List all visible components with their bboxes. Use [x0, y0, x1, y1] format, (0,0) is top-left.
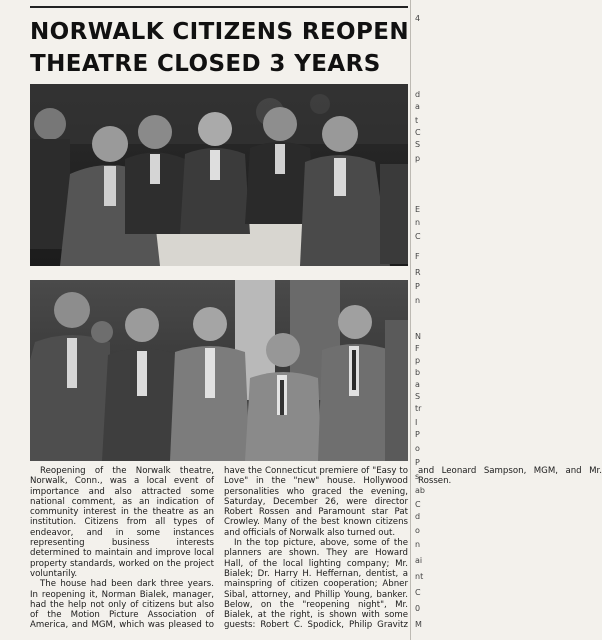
edge-char: C: [415, 232, 421, 241]
edge-char: b: [415, 368, 421, 377]
photo-top-image: [30, 84, 408, 266]
edge-char: M: [415, 620, 422, 629]
edge-char: s: [415, 472, 420, 481]
edge-char: I: [415, 418, 418, 427]
article-paragraph-1: Reopening of the Norwalk theatre, Norwalk, Conn., was a local event of importance and also attracted some national comment, as an indication of community interest in the theatre as an institution. Citizens from all types of endeavor, and in some instances representing business interests determined to maintain and improve local property standards, worked on the project voluntarily.: [30, 466, 214, 579]
edge-char: t: [415, 116, 419, 125]
edge-char: C: [415, 128, 421, 137]
edge-char: n: [415, 540, 421, 549]
edge-char: R: [415, 268, 421, 277]
edge-char: p: [415, 356, 421, 365]
edge-char: a: [415, 102, 420, 111]
edge-char: p: [415, 154, 421, 163]
photo-reopening-night-guests: [30, 280, 408, 461]
edge-char: tr: [415, 404, 422, 413]
edge-char: a: [415, 380, 420, 389]
edge-char: E: [415, 205, 421, 214]
adjacent-column-fragment: [414, 0, 424, 640]
column-divider: [410, 0, 411, 640]
edge-char: N: [415, 332, 421, 341]
edge-char: o: [415, 526, 420, 535]
top-rule: [30, 6, 408, 8]
edge-char: d: [415, 512, 421, 521]
edge-char: S: [415, 140, 421, 149]
edge-char: 4: [415, 14, 421, 23]
edge-char: d: [415, 90, 421, 99]
edge-char: C: [415, 588, 421, 597]
photo-planners-at-table: [30, 84, 408, 266]
edge-char: S: [415, 392, 421, 401]
photo-bottom-image: [30, 280, 408, 461]
edge-char: 0: [415, 604, 421, 613]
article-paragraph-2: The house had been dark three years. In reopening it, Norman Bialek, manager, had the help not only of citizens but also of the Motion Picture Association of America, and MGM, which was pleased to have the Connecticut premiere of "Easy to Love" in the "new" house. Hollywood personalities who graced the evening, Saturday, December 26, were director Robert Rossen and Paramount star Pat Crowley. Many of the best known citizens and officials of Norwalk also turned out.: [30, 466, 408, 631]
article-body: [30, 466, 602, 638]
edge-char: n: [415, 218, 421, 227]
edge-char: F: [415, 252, 420, 261]
edge-char: C: [415, 500, 421, 509]
edge-char: F: [415, 344, 420, 353]
headline-line-2: THEATRE CLOSED 3 YEARS: [30, 51, 381, 77]
edge-char: nt: [415, 572, 424, 581]
edge-char: P: [415, 282, 420, 291]
edge-char: P: [415, 458, 420, 467]
edge-char: ab: [415, 486, 425, 495]
edge-char: P: [415, 430, 420, 439]
edge-char: o: [415, 444, 420, 453]
article-headline: [30, 16, 410, 80]
edge-char: n: [415, 296, 421, 305]
article-paragraph-3: In the top picture, above, some of the planners are shown. They are Howard Hall, of the local lighting company; Mr. Bialek; Dr. Harry H. Heffernan, dentist, a mainspring of citizen cooperation; Abner Sibal, attorney, and Phillip Young, banker. Below, on the "reopening night", Mr. Bialek, at the right, is shown with some guests: Robert C. Spodick, Philip Gravitz and Leonard Sampson, MGM, and Mr. Rossen.: [224, 466, 602, 631]
headline-line-1: NORWALK CITIZENS REOPEN: [30, 19, 410, 45]
edge-char: ai: [415, 556, 423, 565]
